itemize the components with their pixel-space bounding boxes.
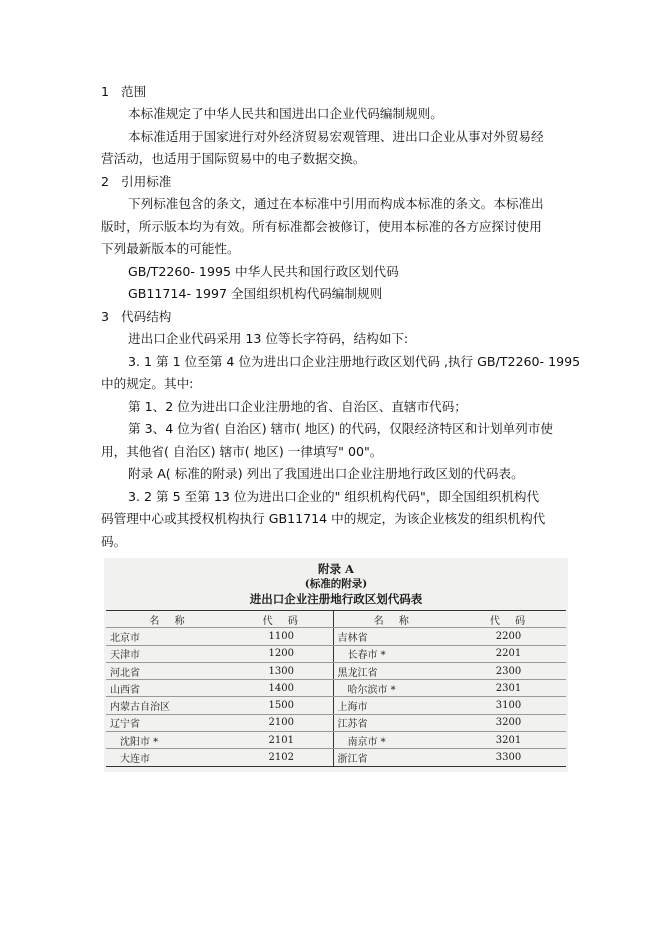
region-code-table xyxy=(106,610,566,767)
region-name: 江苏省 xyxy=(333,714,451,731)
region-name: 长春市 * xyxy=(333,645,451,662)
table-row xyxy=(106,749,566,766)
section-3-number: 3 xyxy=(101,309,110,324)
region-code: 2101 xyxy=(230,732,333,749)
section-2-number: 2 xyxy=(101,174,110,189)
table-row xyxy=(106,680,566,697)
region-code: 2200 xyxy=(451,628,566,645)
region-name: 大连市 xyxy=(106,749,230,766)
region-code: 1100 xyxy=(230,628,333,645)
region-code: 3300 xyxy=(451,749,566,766)
clause-digits-3-4-line-2: 用，其他省( 自治区) 辖市( 地区) 一律填写" 00"。 xyxy=(101,444,383,459)
table-row xyxy=(106,697,566,714)
section-1-paragraph-2-line-1: 本标准适用于国家进行对外经济贸易宏观管理、进出口企业从事对外贸易经 xyxy=(128,129,544,144)
region-code: 1200 xyxy=(230,645,333,662)
reference-gbt2260: GB/T2260- 1995 中华人民共和国行政区划代码 xyxy=(128,264,399,279)
region-name: 北京市 xyxy=(106,628,230,645)
header-code-1: 代 码 xyxy=(230,611,333,628)
section-1-number: 1 xyxy=(101,84,110,99)
section-2-title: 引用标准 xyxy=(121,174,172,189)
header-name-2: 名 称 xyxy=(333,611,451,628)
region-name: 浙江省 xyxy=(333,749,451,766)
clause-3-1-line-2: 中的规定。其中: xyxy=(101,376,194,391)
region-code: 3100 xyxy=(451,697,566,714)
section-2-heading xyxy=(101,174,171,190)
section-2-paragraph-line-2: 版时，所示版本均为有效。所有标准都会被修订，使用本标准的各方应探讨使用 xyxy=(101,219,542,234)
region-name: 上海市 xyxy=(333,697,451,714)
region-code: 2300 xyxy=(451,662,566,679)
region-code: 2102 xyxy=(230,749,333,766)
clause-3-2-line-2: 码管理中心或其授权机构执行 GB11714 中的规定，为该企业核发的组织机构代 xyxy=(101,511,546,526)
section-1-heading xyxy=(101,84,146,100)
section-1-paragraph-2-line-2: 营活动，也适用于国际贸易中的电子数据交换。 xyxy=(101,151,366,166)
region-code: 3201 xyxy=(451,732,566,749)
section-1-title: 范围 xyxy=(121,84,147,99)
region-code: 1500 xyxy=(230,697,333,714)
appendix-table-title: 进出口企业注册地行政区划代码表 xyxy=(249,592,423,606)
region-code: 2100 xyxy=(230,714,333,731)
table-row xyxy=(106,662,566,679)
section-3-heading xyxy=(101,309,171,325)
table-header-row xyxy=(106,611,566,628)
clause-3-1-line-1: 3. 1 第 1 位至第 4 位为进出口企业注册地行政区划代码 ,执行 GB/T2260- 1995 xyxy=(128,354,581,369)
section-1-paragraph-1: 本标准规定了中华人民共和国进出口企业代码编制规则。 xyxy=(128,106,443,121)
region-name: 内蒙古自治区 xyxy=(106,697,230,714)
region-name: 南京市 * xyxy=(333,732,451,749)
clause-3-2-line-3: 码。 xyxy=(101,534,127,549)
region-code: 3200 xyxy=(451,714,566,731)
header-code-2: 代 码 xyxy=(451,611,566,628)
section-2-paragraph-line-1: 下列标准包含的条文，通过在本标准中引用而构成本标准的条文。本标准出 xyxy=(128,196,544,211)
appendix-a-scan xyxy=(104,558,568,772)
region-name: 河北省 xyxy=(106,662,230,679)
table-row xyxy=(106,714,566,731)
appendix-subtitle: (标准的附录) xyxy=(304,578,368,590)
region-code: 2201 xyxy=(451,645,566,662)
appendix-reference: 附录 A( 标准的附录) 列出了我国进出口企业注册地行政区划的代码表。 xyxy=(128,466,524,481)
region-name: 沈阳市 * xyxy=(106,732,230,749)
table-row xyxy=(106,732,566,749)
table-row xyxy=(106,628,566,645)
reference-gb11714: GB11714- 1997 全国组织机构代码编制规则 xyxy=(128,286,383,301)
clause-3-2-line-1: 3. 2 第 5 至第 13 位为进出口企业的" 组织机构代码"，即全国组织机构代 xyxy=(128,489,540,504)
clause-digits-3-4-line-1: 第 3、4 位为省( 自治区) 辖市( 地区) 的代码，仅限经济特区和计划单列市使 xyxy=(128,421,553,436)
region-name: 哈尔滨市 * xyxy=(333,680,451,697)
region-name: 辽宁省 xyxy=(106,714,230,731)
region-name: 黑龙江省 xyxy=(333,662,451,679)
table-row xyxy=(106,645,566,662)
region-name: 吉林省 xyxy=(333,628,451,645)
clause-digits-1-2: 第 1、2 位为进出口企业注册地的省、自治区、直辖市代码； xyxy=(128,399,467,414)
section-2-paragraph-line-3: 下列最新版本的可能性。 xyxy=(101,241,240,256)
region-code: 2301 xyxy=(451,680,566,697)
region-code: 1300 xyxy=(230,662,333,679)
region-code: 1400 xyxy=(230,680,333,697)
section-3-title: 代码结构 xyxy=(121,309,172,324)
header-name-1: 名 称 xyxy=(106,611,230,628)
region-name: 山西省 xyxy=(106,680,230,697)
appendix-title: 附录 A xyxy=(318,562,354,576)
region-name: 天津市 xyxy=(106,645,230,662)
section-3-paragraph-1: 进出口企业代码采用 13 位等长字符码，结构如下: xyxy=(128,331,409,346)
